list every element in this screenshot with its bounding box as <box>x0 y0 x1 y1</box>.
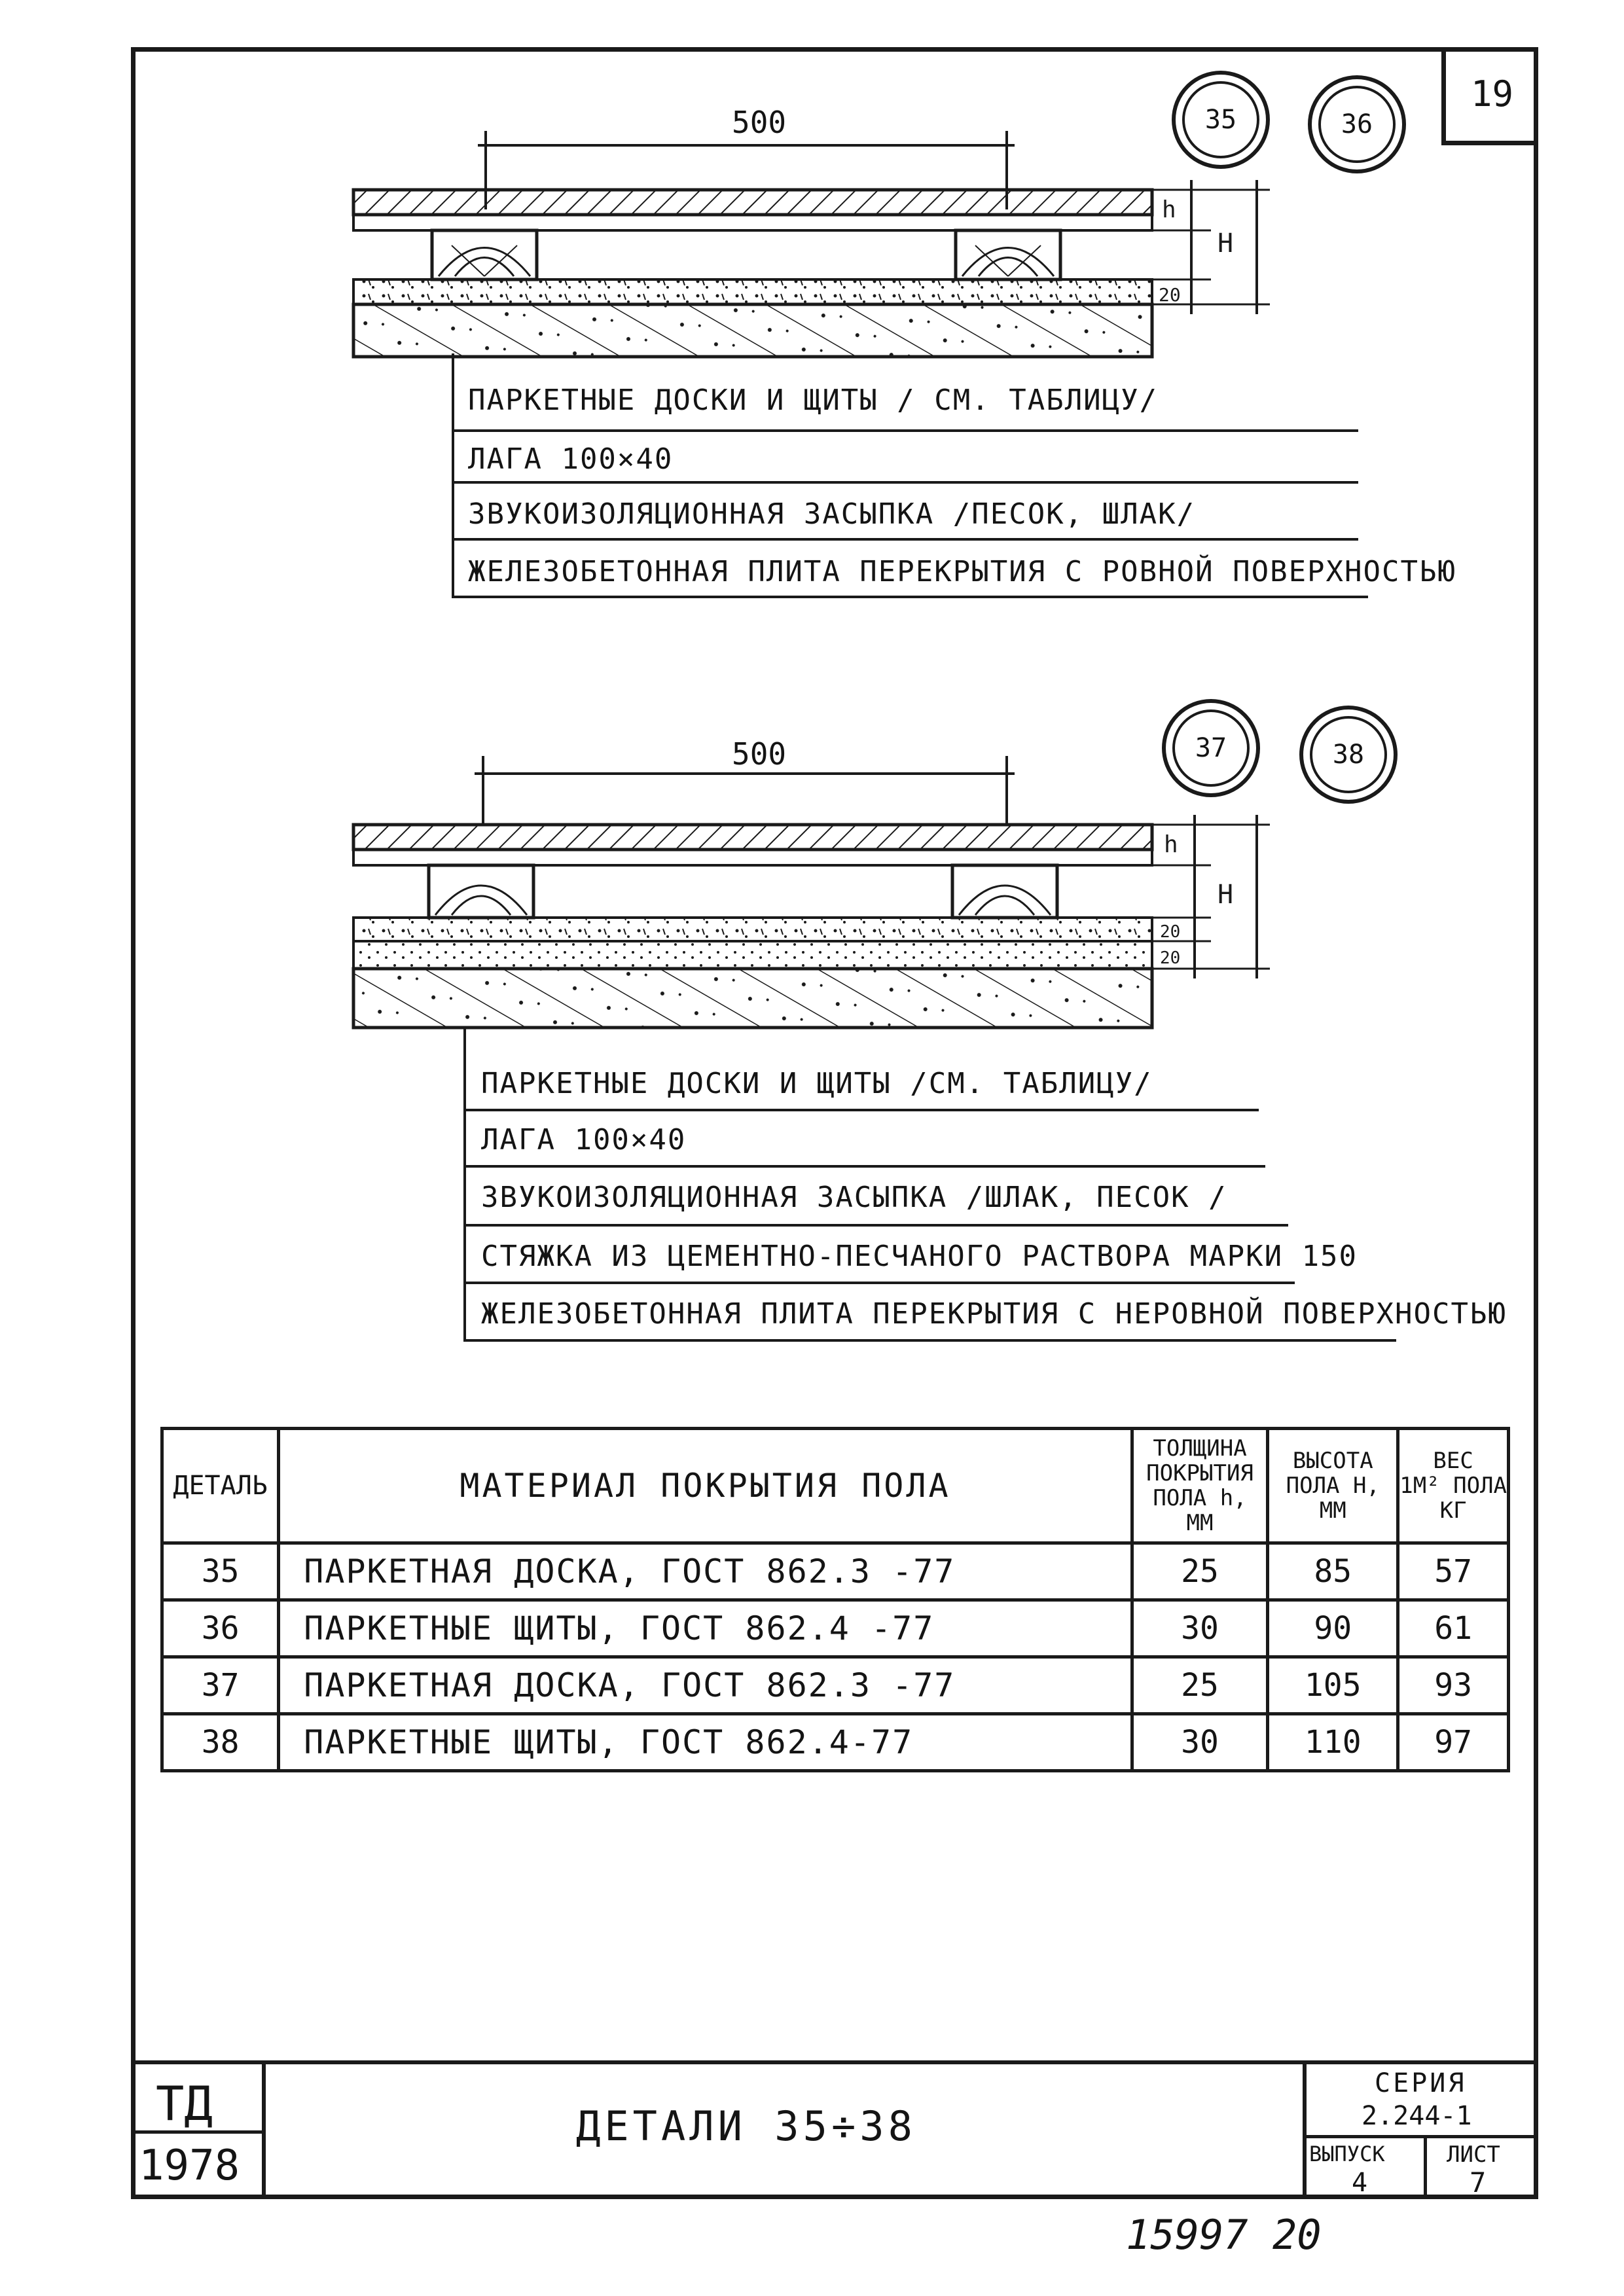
sound-insulation-fill-bottom <box>353 918 1152 941</box>
dim-20a-label: 20 <box>1160 922 1181 942</box>
joist-right <box>956 230 1060 279</box>
spec-table <box>160 1427 1510 1772</box>
callout-top-2: ЛАГА 100×40 <box>468 442 674 476</box>
header-detail: ДЕТАЛЬ <box>162 1429 279 1543</box>
detail-marker-38: 38 <box>1299 706 1398 804</box>
year: 1978 <box>139 2142 240 2190</box>
leader-vertical-bottom <box>463 1028 466 1340</box>
org-code: ТД <box>156 2076 213 2131</box>
detail-marker-35: 35 <box>1172 71 1270 169</box>
header-weight: ВЕС 1М² ПОЛА КГ <box>1398 1429 1509 1543</box>
cement-screed <box>353 941 1152 969</box>
series-label: СЕРИЯ <box>1375 2068 1467 2098</box>
callout-bottom-1: ПАРКЕТНЫЕ ДОСКИ И ЩИТЫ /СМ. ТАБЛИЦУ/ <box>481 1067 1153 1100</box>
dim-H-label-bottom: H <box>1218 880 1234 910</box>
callout-bottom-3: ЗВУКОИЗОЛЯЦИОННАЯ ЗАСЫПКА /ШЛАК, ПЕСОК / <box>481 1181 1227 1214</box>
dim-H-label: H <box>1218 228 1234 259</box>
joist-left <box>432 230 537 279</box>
drawing-title: ДЕТАЛИ 35÷38 <box>576 2102 916 2150</box>
span-dimension-top: 500 <box>732 105 787 140</box>
dim-h-label-bottom: h <box>1164 831 1178 858</box>
table-row: 36 ПАРКЕТНЫЕ ЩИТЫ, ГОСТ 862.4 -77 30 90 61 <box>162 1600 1509 1657</box>
issue-label: ВЫПУСК <box>1309 2142 1385 2166</box>
dim-20-label: 20 <box>1159 284 1181 306</box>
table-row: 37 ПАРКЕТНАЯ ДОСКА, ГОСТ 862.3 -77 25 105 93 <box>162 1657 1509 1714</box>
parquet-board-layer <box>353 190 1152 215</box>
span-dimension-bottom: 500 <box>732 736 787 772</box>
sound-insulation-fill <box>353 279 1152 304</box>
concrete-slab <box>353 304 1152 357</box>
callout-bottom-2: ЛАГА 100×40 <box>481 1123 687 1157</box>
header-material: МАТЕРИАЛ ПОКРЫТИЯ ПОЛА <box>279 1429 1132 1543</box>
callout-top-1: ПАРКЕТНЫЕ ДОСКИ И ЩИТЫ / СМ. ТАБЛИЦУ/ <box>468 384 1159 417</box>
floor-section-top <box>340 105 1322 380</box>
callout-top-4: ЖЕЛЕЗОБЕТОННАЯ ПЛИТА ПЕРЕКРЫТИЯ С РОВНОЙ ПОВЕРХНОСТЬЮ <box>468 555 1456 588</box>
header-height: ВЫСОТА ПОЛА H, ММ <box>1268 1429 1398 1543</box>
parquet-board-layer-bottom <box>353 825 1152 850</box>
detail-marker-36: 36 <box>1308 75 1406 173</box>
sheet-label: ЛИСТ <box>1447 2142 1500 2168</box>
table-row: 35 ПАРКЕТНАЯ ДОСКА, ГОСТ 862.3 -77 25 85 57 <box>162 1543 1509 1600</box>
table-row: 38 ПАРКЕТНЫЕ ЩИТЫ, ГОСТ 862.4-77 30 110 97 <box>162 1714 1509 1771</box>
callout-bottom-5: ЖЕЛЕЗОБЕТОННАЯ ПЛИТА ПЕРЕКРЫТИЯ С НЕРОВНОЙ ПОВЕРХНОСТЬЮ <box>481 1297 1507 1331</box>
issue-value: 4 <box>1352 2168 1368 2198</box>
callout-top-3: ЗВУКОИЗОЛЯЦИОННАЯ ЗАСЫПКА /ПЕСОК, ШЛАК/ <box>468 497 1196 531</box>
sheet-corner-number: 19 <box>1441 47 1538 145</box>
detail-marker-37: 37 <box>1162 699 1260 797</box>
callout-bottom-4: СТЯЖКА ИЗ ЦЕМЕНТНО-ПЕСЧАНОГО РАСТВОРА МАРКИ 150 <box>481 1240 1358 1273</box>
leader-vertical-top <box>452 353 454 597</box>
sheet-value: 7 <box>1470 2166 1487 2198</box>
floor-section-bottom <box>340 740 1322 1067</box>
concrete-slab-bottom <box>353 969 1152 1028</box>
archive-stamp: 15997 20 <box>1126 2211 1322 2259</box>
header-thickness: ТОЛЩИНА ПОКРЫТИЯ ПОЛА h, ММ <box>1132 1429 1268 1543</box>
series-value: 2.244-1 <box>1362 2101 1472 2131</box>
dim-20b-label: 20 <box>1160 948 1181 968</box>
joist-right-bottom <box>952 865 1057 918</box>
table-header-row <box>162 1429 1509 1543</box>
title-block-top-line <box>131 2060 1538 2064</box>
dim-h-label: h <box>1162 196 1176 223</box>
joist-left-bottom <box>429 865 533 918</box>
